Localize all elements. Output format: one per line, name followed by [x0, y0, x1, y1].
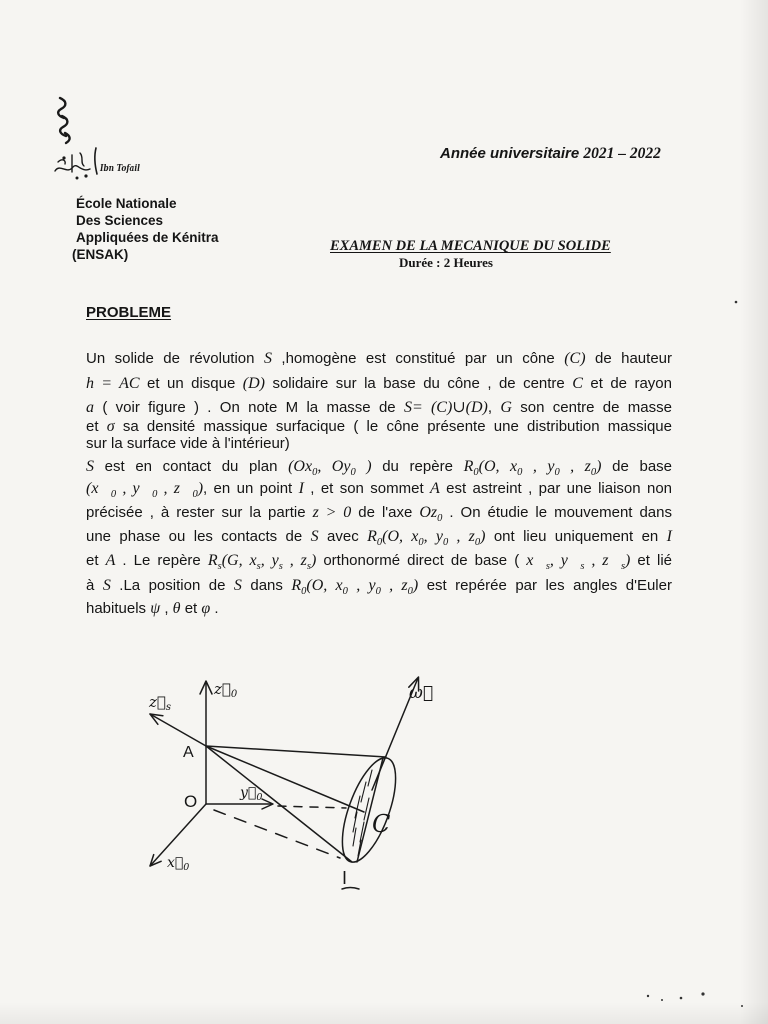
text-run: et lié	[630, 552, 673, 569]
x0-axis-arrowhead	[150, 855, 161, 866]
school-line: Appliquées de Kénitra	[76, 230, 219, 245]
math-run: S	[310, 528, 319, 545]
math-subscript: 0	[442, 537, 449, 548]
logo-text: Ibn Tofail	[99, 164, 141, 174]
problem-line	[86, 527, 672, 547]
problem-line	[86, 374, 672, 394]
text-run: est astreint , par une liaison non	[439, 480, 673, 497]
math-subscript: s	[580, 561, 585, 572]
text-run: orthonormé direct de base (	[316, 552, 527, 569]
math-run: , z⃗	[584, 552, 621, 569]
math-subscript: 0	[152, 489, 158, 500]
math-run: , y	[423, 528, 443, 545]
math-run: x⃗	[526, 552, 546, 569]
text-run: , et son sommet	[303, 480, 430, 497]
disk-hatching	[353, 770, 372, 856]
math-subscript: 0	[192, 489, 198, 500]
math-run: S	[102, 577, 111, 594]
math-run: (O, x	[382, 528, 419, 545]
math-run: , z⃗	[157, 480, 193, 497]
text-run: et	[86, 552, 106, 569]
text-run: . Le repère	[115, 552, 208, 569]
math-subscript: s	[620, 561, 626, 572]
problem-line	[86, 398, 672, 418]
math-run: G	[500, 399, 512, 416]
math-subscript: 0	[473, 467, 479, 478]
text-run: .	[210, 600, 219, 617]
math-subscript: 0	[350, 467, 356, 478]
math-run: S	[233, 577, 242, 594]
math-run: z > 0	[312, 504, 352, 521]
math-run: (Ox	[288, 458, 313, 475]
math-run: , y	[347, 577, 376, 594]
text-run: son centre de masse	[511, 399, 672, 416]
speck	[680, 997, 683, 1000]
math-subscript: 0	[342, 586, 348, 597]
math-run: , y⃗	[549, 552, 581, 569]
problem-line	[86, 503, 672, 523]
academic-year-value: 2021 – 2022	[583, 145, 661, 162]
math-run: , Oy	[317, 458, 351, 475]
problem-line	[86, 599, 672, 619]
math-run: , z	[559, 458, 591, 475]
label-z0: $z⃗_0$	[214, 680, 238, 700]
math-run: , y⃗	[116, 480, 153, 497]
text-run: ( voir figure ) . On note M la masse de	[94, 399, 404, 416]
text-run: de base	[601, 458, 673, 475]
text-run: à	[86, 577, 103, 594]
problem-line	[86, 551, 672, 571]
text-run: ,	[487, 399, 501, 416]
school-line: École Nationale	[76, 196, 177, 211]
math-run: )	[412, 577, 419, 594]
label-omega: ω⃗	[409, 683, 434, 703]
text-run: dans	[241, 577, 292, 594]
page-edge-shadow	[740, 0, 768, 1024]
text-run: de hauteur	[585, 350, 672, 367]
math-subscript: s	[545, 561, 550, 572]
text-run: ont lieu uniquement en	[485, 528, 667, 545]
university-logo	[50, 92, 150, 184]
problem-line	[86, 576, 672, 596]
math-run: , y	[260, 552, 279, 569]
y0-axis-arrowhead	[262, 799, 273, 809]
text-run: et de rayon	[582, 375, 672, 392]
math-subscript: 0	[375, 586, 381, 597]
text-run: du repère	[371, 458, 464, 475]
math-run: A	[429, 480, 440, 497]
math-run: a	[86, 399, 94, 416]
math-run: (O, x	[306, 577, 343, 594]
academic-year-label: Année universitaire	[440, 145, 580, 162]
zs-axis	[150, 714, 206, 746]
math-run: R	[463, 458, 474, 475]
problem-line	[86, 479, 672, 499]
math-run: θ	[172, 600, 181, 617]
math-run: Oz	[419, 504, 438, 521]
problem-heading: PROBLEME	[86, 304, 172, 321]
omega-arrowhead	[409, 677, 419, 691]
text-run: sa densité massique surfacique ( le cône présente une distribution massique	[114, 418, 672, 435]
math-run: , z	[380, 577, 408, 594]
math-subscript: 0	[407, 586, 413, 597]
logo-arabic-calligraphy	[55, 153, 90, 179]
omega-vector	[372, 678, 418, 790]
math-run: )	[596, 458, 602, 475]
problem-line	[86, 349, 672, 369]
text-run: , en un point	[203, 480, 299, 497]
text-run: et	[86, 418, 107, 435]
math-subscript: 0	[590, 467, 597, 478]
text-run: habituels	[86, 600, 151, 617]
math-run: S	[86, 458, 94, 475]
disk-outline	[331, 751, 406, 868]
math-run: , y	[522, 458, 555, 475]
label-o: O	[184, 792, 198, 811]
math-run: , z	[448, 528, 475, 545]
math-run: I	[666, 528, 672, 545]
exam-title: EXAMEN DE LA MECANIQUE DU SOLIDE	[330, 238, 611, 254]
math-subscript: 0	[437, 513, 443, 524]
label-x0: $x⃗_0$	[167, 855, 190, 873]
label-a: A	[183, 744, 194, 761]
math-subscript: s	[278, 561, 283, 572]
math-run: h = AC	[86, 375, 140, 392]
speck	[701, 992, 704, 995]
math-subscript: 0	[312, 467, 318, 478]
math-subscript: s	[217, 561, 222, 572]
math-subscript: 0	[418, 537, 424, 548]
math-run: σ	[106, 418, 115, 435]
text-run: .La position de	[110, 577, 234, 594]
math-subscript: s	[256, 561, 261, 572]
text-run: une phase ou les contacts de	[86, 528, 311, 545]
math-run: (x⃗	[86, 480, 111, 497]
math-run: (D)	[242, 375, 265, 392]
math-subscript: 0	[110, 489, 117, 500]
math-run: )	[197, 480, 204, 497]
math-run: , z	[282, 552, 307, 569]
school-line: Des Sciences	[76, 213, 164, 228]
page-bottom-shadow	[0, 1002, 768, 1024]
logo-waves	[58, 98, 69, 143]
text-run: sur la surface vide à l'intérieur)	[86, 435, 290, 452]
math-run: φ	[201, 600, 211, 617]
problem-line	[86, 434, 672, 454]
logo-vertical-stroke	[95, 148, 97, 174]
text-run: avec	[318, 528, 368, 545]
problem-line	[86, 457, 672, 477]
math-run: (O, x	[478, 458, 518, 475]
math-run: (C)	[564, 350, 586, 367]
x0-axis	[150, 804, 206, 866]
math-run: )	[480, 528, 486, 545]
math-run: C	[572, 375, 583, 392]
speck	[661, 999, 663, 1001]
text-run: . On étudie le mouvement dans	[442, 504, 672, 521]
text-run: Un solide de révolution	[86, 350, 264, 367]
math-run: S	[263, 350, 272, 367]
math-subscript: 0	[376, 537, 383, 548]
math-run: R	[207, 552, 218, 569]
text-run: et	[180, 600, 202, 617]
academic-year	[440, 145, 661, 163]
i-point-flourish	[342, 888, 359, 890]
math-run: A	[105, 552, 116, 569]
exam-duration: Durée : 2 Heures	[399, 255, 493, 270]
school-acronym: (ENSAK)	[72, 247, 129, 262]
math-run: S= (C)∪(D)	[403, 399, 488, 416]
label-c: C	[372, 810, 391, 838]
cone-axis	[206, 746, 364, 812]
text-run: de l'axe	[351, 504, 420, 521]
math-subscript: 0	[517, 467, 523, 478]
math-run: I	[298, 480, 304, 497]
text-run: ,	[160, 600, 173, 617]
z0-axis-arrowhead	[200, 681, 212, 694]
math-run: )	[625, 552, 631, 569]
label-i: I	[342, 868, 348, 888]
speck	[735, 301, 738, 304]
dashed-oi-line	[214, 810, 340, 858]
text-run: précisée , à rester sur la partie	[86, 504, 313, 521]
label-y0: $y⃗_0$	[240, 785, 263, 803]
zs-axis-arrowhead	[150, 714, 163, 724]
math-run: R	[291, 577, 302, 594]
dashed-y-extension	[278, 806, 346, 808]
math-subscript: 0	[554, 467, 560, 478]
text-run: ,homogène est constitué par un cône	[271, 350, 565, 367]
cone-lower-generatrix	[206, 746, 352, 862]
math-subscript: 0	[474, 537, 481, 548]
speck	[647, 995, 649, 997]
cone-upper-generatrix	[206, 746, 386, 757]
math-run: ψ	[150, 600, 161, 617]
math-run: )	[310, 552, 317, 569]
text-run: est repérée par les angles d'Euler	[418, 577, 672, 594]
math-run: )	[355, 458, 372, 475]
text-run: est en contact du plan	[94, 458, 289, 475]
math-subscript: s	[306, 561, 311, 572]
math-run: R	[367, 528, 377, 545]
math-run: (G, x	[221, 552, 257, 569]
disk-diameter	[357, 758, 383, 862]
text-run: et un disque	[139, 375, 243, 392]
math-subscript: 0	[301, 586, 307, 597]
text-run: solidaire sur la base du cône , de centre	[265, 375, 573, 392]
label-zs: $z⃗_s$	[149, 693, 172, 713]
